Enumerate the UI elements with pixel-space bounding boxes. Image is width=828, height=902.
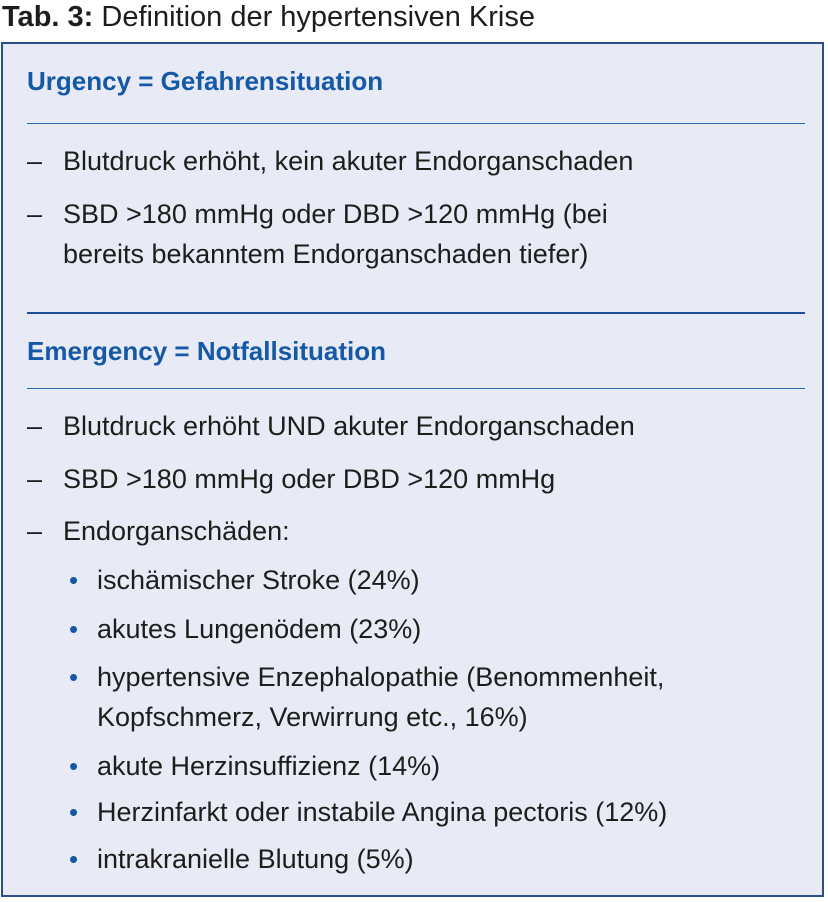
- organ-damage-text: akutes Lungenödem (23%): [97, 614, 422, 644]
- dash-marker: –: [27, 411, 43, 441]
- emergency-heading: Emergency = Notfallsituation: [27, 336, 387, 366]
- bullet-marker: •: [69, 662, 79, 692]
- organ-damage-text: akute Herzinsuffizienz (14%): [97, 751, 441, 781]
- organ-damage-item: [69, 560, 420, 600]
- urgency-item-1: [27, 141, 633, 181]
- urgency-item-2-line1: SBD >180 mmHg oder DBD >120 mmHg (bei: [63, 199, 608, 229]
- urgency-item-1-text: Blutdruck erhöht, kein akuter Endorganschaden: [63, 146, 634, 176]
- emergency-item-3-text: Endorganschäden:: [63, 516, 290, 546]
- urgency-heading: Urgency = Gefahrensituation: [27, 66, 384, 96]
- organ-damage-item: [69, 657, 664, 737]
- urgency-heading-rule: [27, 123, 805, 124]
- emergency-item-2-text: SBD >180 mmHg oder DBD >120 mmHg: [63, 464, 556, 494]
- bullet-marker: •: [69, 751, 79, 781]
- organ-damage-text: intrakranielle Blutung (5%): [97, 844, 414, 874]
- definition-box: [1, 42, 824, 897]
- bullet-marker: •: [69, 797, 79, 827]
- bullet-marker: •: [69, 614, 79, 644]
- table-caption: [2, 0, 535, 36]
- organ-damage-item: [69, 609, 421, 649]
- organ-damage-text-line1: hypertensive Enzephalopathie (Benommenheit,: [97, 662, 665, 692]
- organ-damage-item: [69, 746, 440, 786]
- emergency-heading-rule: [27, 388, 805, 389]
- bullet-marker: •: [69, 844, 79, 874]
- organ-damage-text: ischämischer Stroke (24%): [97, 565, 420, 595]
- emergency-item-3: [27, 511, 290, 551]
- section-divider: [27, 312, 805, 314]
- dash-marker: –: [27, 516, 43, 546]
- emergency-item-2: [27, 459, 555, 499]
- dash-marker: –: [27, 146, 43, 176]
- urgency-item-2-line2: bereits bekanntem Endorganschaden tiefer): [63, 239, 589, 269]
- dash-marker: –: [27, 199, 43, 229]
- organ-damage-text: Herzinfarkt oder instabile Angina pectoris (12%): [97, 797, 668, 827]
- dash-marker: –: [27, 464, 43, 494]
- organ-damage-item: [69, 792, 667, 832]
- caption-label: Tab. 3:: [2, 1, 94, 33]
- organ-damage-text-line2: Kopfschmerz, Verwirrung etc., 16%): [97, 702, 528, 732]
- emergency-item-1-text: Blutdruck erhöht UND akuter Endorganschaden: [63, 411, 635, 441]
- bullet-marker: •: [69, 565, 79, 595]
- emergency-item-1: [27, 406, 635, 446]
- caption-title: Definition der hypertensiven Krise: [101, 1, 535, 33]
- organ-damage-item: [69, 839, 414, 879]
- urgency-item-2: [27, 194, 608, 274]
